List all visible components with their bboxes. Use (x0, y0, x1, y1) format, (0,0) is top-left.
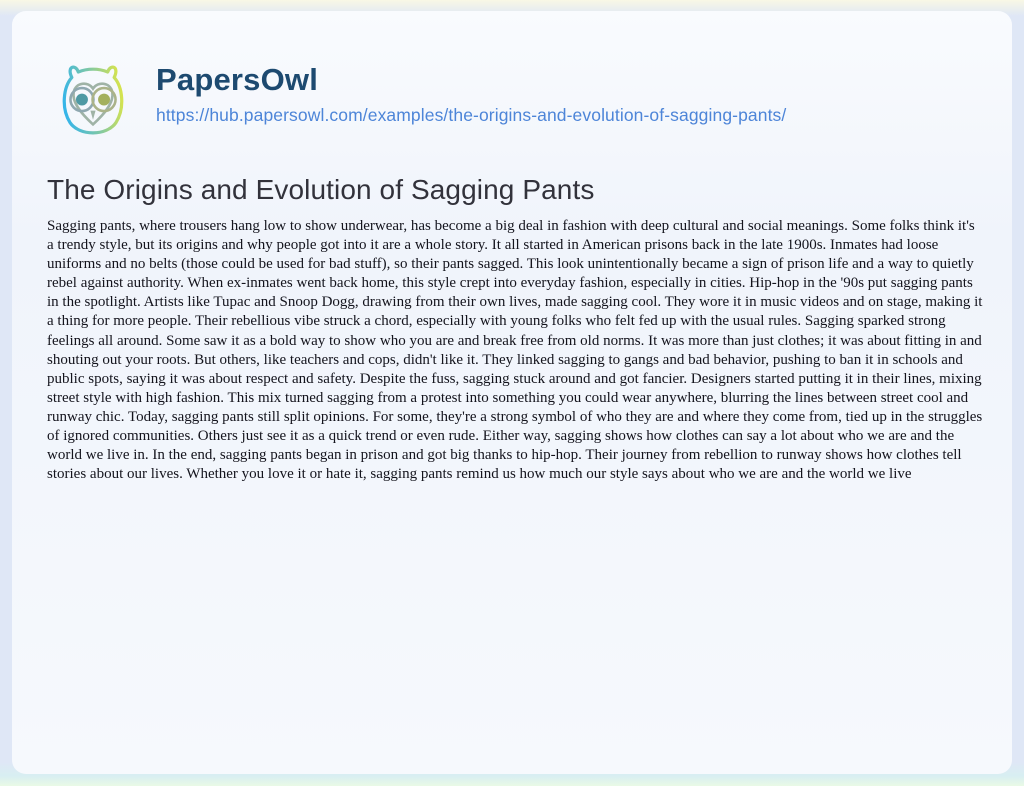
site-header (47, 60, 786, 152)
owl-logo-icon (47, 60, 139, 152)
brand-name: PapersOwl (156, 62, 319, 97)
header-text (156, 63, 786, 126)
article-body: Sagging pants, where trousers hang low to show underwear, has become a big deal in fashion with deep cultural and social meanings. Some folks think it's a trendy style, but its origins and why people got into it are a whole story. It all started in American prisons back in the late 1900s. Inmates had loose uniforms and no belts (those could be used for bad stuff), so their pants sagged. This look unintentionally became a sign of prison life and a way to quietly rebel against authority. When ex-inmates went back home, this style crept into everyday fashion, especially in cities. Hip-hop in the '90s put sagging pants in the spotlight. Artists like Tupac and Snoop Dogg, drawing from their own lives, made sagging cool. They wore it in music videos and on stage, making it a thing for more people. Their rebellious vibe struck a chord, especially with young folks who felt fed up with the usual rules. Sagging sparked strong feelings all around. Some saw it as a bold way to show who you are and break free from old norms. It was more than just clothes; it was about fitting in and shouting out your roots. But others, like teachers and cops, didn't like it. They linked sagging to gangs and bad behavior, pushing to ban it in schools and public spots, saying it was about respect and safety. Despite the fuss, sagging stuck around and got fancier. Designers started putting it in their lines, mixing street style with high fashion. This mix turned sagging from a protest into something you could wear anywhere, blurring the lines between street cool and runway chic. Today, sagging pants still split opinions. For some, they're a strong symbol of who they are and where they come from, tied up in the struggles of ignored communities. Others just see it as a quick trend or even rude. Either way, sagging shows how clothes can say a lot about who we are and the world we live in. In the end, sagging pants began in prison and got big thanks to hip-hop. Their journey from rebellion to runway shows how clothes tell stories about our lives. Whether you love it or hate it, sagging pants remind us how much our style says about who we are and the world we live (47, 218, 983, 483)
article-title: The Origins and Evolution of Sagging Pants (47, 174, 595, 205)
page-card (12, 11, 1012, 774)
source-url-link[interactable]: https://hub.papersowl.com/examples/the-origins-and-evolution-of-sagging-pants/ (156, 105, 787, 126)
